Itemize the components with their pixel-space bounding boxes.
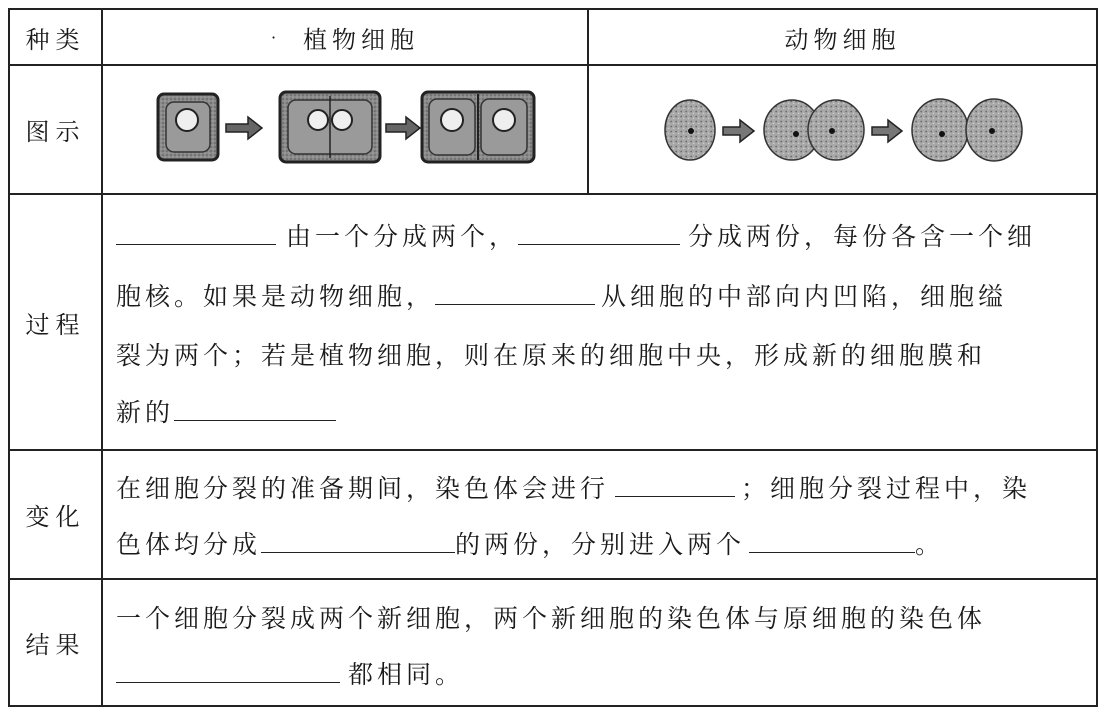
change-text [116,459,1092,575]
process-line-1b: 分成两份，每份各含一个细 [688,222,1037,251]
process-line-1a: 由一个分成两个， [286,222,519,251]
fill-blank[interactable] [261,530,455,553]
fill-blank[interactable] [174,398,336,421]
animal-cell-icon [665,100,715,160]
change-line-2c: 。 [915,530,945,559]
fill-blank[interactable] [116,660,340,683]
fill-blank[interactable] [116,222,276,245]
process-line-4: 新的 [116,398,175,427]
right-arrow-icon [723,120,754,142]
process-text [116,205,1092,444]
animal-cell-dividing-icon [764,100,864,160]
fill-blank[interactable] [435,282,595,305]
right-arrow-icon [872,120,902,142]
animal-cell-pair-icon [912,99,1022,161]
change-line-1a: 在细胞分裂的准备期间，染色体会进行 [116,474,610,503]
header-plant-label: 植物细胞 [303,25,420,54]
plant-cell-pair-icon [422,92,534,162]
plant-cell-icon [158,94,218,160]
header-animal-cell: 动物细胞 [784,25,901,54]
animal-cell-division-diagram [660,90,1040,170]
change-line-2b: 的两份，分别进入两个 [455,530,746,559]
change-line-1b: ；细胞分裂过程中，染 [741,474,1032,503]
right-arrow-icon [386,117,420,139]
row-divider [8,64,1098,66]
row-label-result: 结果 [25,631,86,659]
fill-blank[interactable] [518,222,680,245]
row-label-diagram: 图示 [25,118,86,146]
change-line-2a: 色体均分成 [116,530,262,559]
column-divider [101,8,103,707]
table-border-right [1096,8,1098,707]
process-line-2b: 从细胞的中部向内凹陷，细胞缢 [601,282,1008,311]
header-kind: 种类 [25,25,86,54]
process-line-3: 裂为两个；若是植物细胞，则在原来的细胞中央，形成新的细胞膜和 [116,341,987,370]
right-arrow-icon [226,117,262,139]
process-line-2a: 胞核。如果是动物细胞， [116,282,436,311]
row-label-process: 过程 [25,310,86,339]
row-divider [8,449,1098,451]
plant-cell-division-diagram [150,86,540,170]
result-line-1: 一个细胞分裂成两个新细胞，两个新细胞的染色体与原细胞的染色体 [116,604,987,633]
plant-cell-dividing-icon [280,92,380,162]
row-label-change: 变化 [25,503,86,531]
row-divider [8,578,1098,580]
stray-mark: · [270,27,282,47]
header-plant-cell [103,10,587,64]
row-divider [8,193,1098,195]
result-line-2: 都相同。 [348,660,465,689]
fill-blank[interactable] [615,474,735,497]
result-text [116,588,1092,706]
fill-blank[interactable] [749,530,915,553]
